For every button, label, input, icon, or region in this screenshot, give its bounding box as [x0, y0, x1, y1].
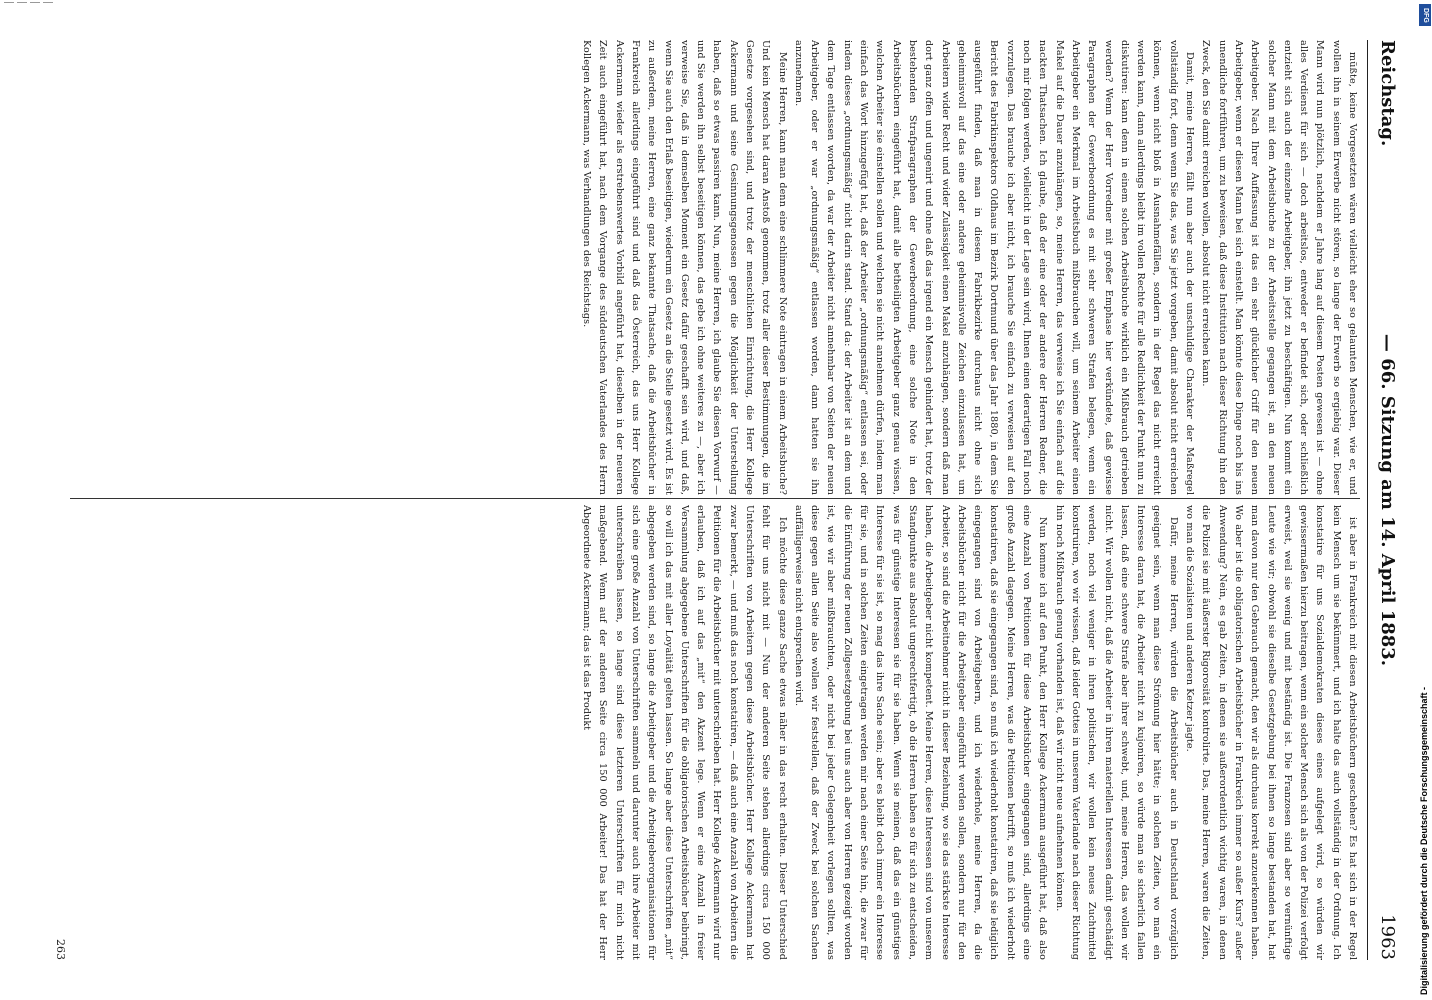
- text-column-left: [70, 40, 1360, 495]
- funding-note: Digitalisierung gefördert durch die Deutsche Forschungsgemeinschaft -: [1419, 686, 1429, 995]
- paragraph: ist aber in Frankreich mit diesen Arbeitsbüchern geschehen? Es hat sich in der Regel kein Mensch um sie bekümmert, und ich halte das auch vollständig in der Ordnung. Ich konstatire für uns Sozialdemokraten dieses eines aufgelegt wird, so würden wir gewissermaßen hierzu beitragen, wenn ein solcher Mensch sich als von der Polizei verfolgt erweist, weil sie wenig und mit beständig ist. Die Franzosen sind aber so vernünftige Leute wie wir; obwohl sie dieselbe Gesetzgebung bei ihnen so lange bestanden hat, hat man davon nur den Gebrauch gemacht, den wir als durchaus korrekt anzuerkennen haben. Wo aber ist die obligatorischen Arbeitsbücher in Frankreich immer so außer Kurs? außer Anwendung? Nein, es gab Zeiten, in denen sie außerordentlich wichtig waren, in denen die Polizei sie mit äußerster Rigorosität kontrolirte. Das, meine Herren, waren die Zeiten, wo man die Sozialisten und anderen Ketzer jagte.: [1184, 505, 1358, 960]
- paragraph: Ich möchte diese ganze Sache etwas näher in das recht erhalten. Dieser Unterschied fehlt für uns nicht mit — Nun der anderen Seite stehen allerdings circa 150 000 Unterschriften von Arbeitern gegen diese Arbeitsbücher. Herr Kollege Ackermann hat zwar bemerkt, — und muß das noch konstatiren, — daß auch eine Anzahl von Arbeitern die Petitionen für die Arbeitsbücher mit unterschrieben hat. Herr Kollege Ackermann wird nur erlauben, daß ich auf das „mit“ den Akzent lege. Wenn er eine Anzahl in freier Versammlung abgegebene Unterschriften für die obligatorischen Arbeitsbücher beibringt, so will ich das mit aller Loyalität gelten lassen. So lange aber diese Unterschriften „mit“ abgegeben werden sind, so lange die Arbeitgeber und die Arbeitgeberorganisationen für sich eine große Anzahl von Unterschriften sammeln und darunter auch ihre Arbeiter mit unterschreiben lassen, so lange sind diese letzteren Unterschriften für mich nicht maßgebend. Wenn auf der anderen Seite circa 150 000 Arbeiter! Das hat der Herr Abgeordnete Ackermann; das ist das Produkt: [581, 505, 788, 960]
- header-center: — 66. Sitzung am 14. April 1883.: [1377, 333, 1398, 667]
- paragraph: Meine Herren, kann man denn eine schlimmere Note eintragen in einem Arbeitsbuche? Und kein Mensch hat daran Anstoß genommen, trotz aller dieser Bestimmungen, die im Gesetze vorgesehen sind, und trotz der menschlichen Einrichtung, die Herr Kollege Ackermann und seine Gesinnungsgenossen gegen die Möglichkeit der Unterstellung haben, daß so etwas passiren kann. Nun, meine Herren, ich glaube Sie diesen Vorwurf — und Sie werden ihn selbst beseitigen können, das gebe ich ohne weiteres zu —, aber ich verweise Sie, daß in demselben Moment ein Gesetz dafür geschafft sein wird, und daß, wenn Sie auch den Erlaß beseitigen, wiederum ein Gesetz an die Stelle gesetzt wird. Es ist zu außerdem, meine Herren, eine ganz bekannte Thatsache, daß die Arbeitsbücher in Frankreich allerdings eingeführt sind und daß das Österreich, das uns Herr Kollege Ackermann wieder als erstrebenswertes Vorbild angeführt hat, dieselben in der neueren Zeit auch eingeführt hat, nach dem Vorgange des süddeutschen Vaterlandes des Herrn Kollegen Ackermann, was Verhandlungen des Reichstags.: [581, 40, 788, 495]
- paragraph: müßte, keine Vorgesetzten wären vielleicht eher so gelaunten Menschen, wie er, und wollen ihn in seinem Erwerbe nicht stören, so lange der Erwerb so ergiebig war. Dieser Mann wird nun plötzlich, nachdem er Jahre lang auf diesem Posten gewesen ist — ohne alles Verdienst für sich — doch arbeitslos, entweder er befindet sich, oder schließlich entzieht sich auch der einzelne Arbeitgeber, ihn jetzt zu beschäftigen. Nun kommt ein solcher Mann mit dem Arbeitsbuche zu der Arbeitsstelle gegangen ist, an den neuen Arbeitgeber. Nach Ihrer Auffassung ist das ein sehr glücklicher Griff für den neuen Arbeitgeber, wenn er diesen Mann bei sich einstellt. Man könnte diese Dinge noch bis ins unendliche fortführen, um zu beweisen, daß diese Institution nach dieser Richtung hin den Zweck, den Sie damit erreichen wollen, absolut nicht erreichen kann.: [1200, 40, 1358, 495]
- digitization-sidebar: [1418, 0, 1432, 1000]
- header-left: Reichstag.: [1377, 40, 1398, 147]
- text-column-right: [70, 505, 1360, 960]
- header-rule: [1367, 40, 1368, 960]
- paragraph: Damit, meine Herren, fällt nun aber auch der unschuldige Charakter der Maßregel vollständig fort, denn wenn Sie das, was Sie jetzt vorgeben, damit absolut nicht erreichen können, wenn nicht bloß in Ausnahmefällen, sondern in der Regel das nicht erreicht werden kann, dann allerdings bleibt im vollen Rechte für alle Redlichkeit der Punkt nun zu diskutiren: kann denn in einem solchen Arbeitsbuche wirklich ein Mißbrauch getrieben werden? Wenn der Herr Vorredner mit großer Emphase hier verkündete, daß gewisse Paragraphen der Gewerbeordnung es mit sehr schweren Strafen belegen, wenn ein Arbeitgeber ein Merkmal im Arbeitsbuch mißbrauchen will, um seinem Arbeiter einen Makel auf die Dauer anzuhängen, so, meine Herren, das verweise ich Sie einfach auf die nackten Thatsachen. Ich glaube, daß der eine oder der andere der Herren Redner, die noch mir folgen werden, vielleicht in der Lage sein wird, Ihnen einen derartigen Fall noch vorzulegen. Das brauche ich aber nicht, ich brauche Sie einfach zu verweisen auf den Bericht des Fabrikinspektors Oldhaus im Bezirk Dortmund über das Jahr 1880, in dem Sie ausgeführt finden, daß man in diesem Fabrikbezirke durchaus nicht ohne sich geheimnisvoll auf das eine oder andere geheimnisvolle Zeichen einzulassen hat, um Arbeitern wider Recht und wider Zulässigkeit einen Makel anzuhängen, sondern daß man dort ganz offen und ungenirt und ohne daß das irgend ein Mensch gehindert hat, trotz der bestehenden Strafparagraphen der Gewerbeordnung, eine solche Note in den Arbeitsbüchern eingeführt hat, damit alle betheiligten Arbeitgeber ganz genau wissen, welchen Arbeiter sie einstellen sollen und welchen sie nicht annehmen dürfen, indem man einfach das Wort hinzugefügt hat, daß der Arbeiter „ordnungsmäßig“ entlassen sei, oder indem dieses „ordnungsmäßig“ nicht darin stand. Stand da: der Arbeiter ist an dem und dem Tage entlassen worden, da war der Arbeiter nicht annehmbar von Seiten der neuen Arbeitgeber, oder er war „ordnungsmäßig“ entlassen worden, dann hatten sie ihn anzunehmen.: [792, 40, 1196, 495]
- column-divider: [70, 498, 1360, 499]
- paragraph: Dafür, meine Herren, würden die Arbeitsbücher auch in Deutschland vorzüglich geeignet sein, wenn man diese Strömung hier hätte; in solchen Zeiten, wo man ein Interesse daran hat, die Arbeiter nicht zu kujoniren, so würde man sie sicherlich fallen lassen, daß eine schwere Strafe aber ihrer schwebt, und, meine Herren, das wollen wir nicht. Wir wollen nicht, daß die Arbeiter in ihren materiellen Interessen damit geschädigt werden, noch viel weniger in ihren politischen, wir wollen kein neues Zuchtmittel konstruiren, wo wir wissen, daß leider Gottes in unserem Vaterlande nach dieser Richtung hin noch Mißbrauch genug vorhanden ist, daß wir nicht neue aufnehmen können.: [1053, 505, 1179, 960]
- page-id: 263: [54, 939, 67, 960]
- dfg-logo: DFG: [1419, 4, 1431, 26]
- page-number: 1963: [1377, 914, 1398, 960]
- paragraph: Nun komme ich auf den Punkt, den Herr Kollege Ackermann ausgeführt hat, daß also eine Anzahl von Petitionen für diese Arbeitsbücher eingegangen sind, allerdings eine große Anzahl dagegen. Meine Herren, was die Petitionen betrifft, so muß ich wiederholt konstatiren, daß sie eingegangen sind, so muß ich wiederholt konstatiren, daß sie lediglich eingegangen sind von Arbeitgebern, und ich wiederhole, meine Herren, da die Arbeitsbücher nicht für die Arbeitgeber eingeführt werden sollen, sondern nur für den Arbeiter, so sind die Arbeitnehmer nicht in dieser Beziehung, wo sie das stärkste Interesse haben, die Arbeitgeber nicht kompetent. Meine Herren, diese Interessen sind von unserem Standpunkte aus absolut ungerechtfertigt, ob die Herren haben so für sich zu entscheiden, was für günstige Interessen sie für sie haben. Wenn sie meinen, daß das ein günstiges Interesse für sie ist, so mag das ihre Sache sein; aber es bleibt doch immer ein Interesse für sie, und in solchen Zeiten eingetragen werden mir nach einer Seite hin, die zwar für die Einführung der neuen Zollgesetzgebung bei uns auch aber von Herren gezeigt worden ist, wie wir aber mißbrauchten, oder nicht bei jeder Gelegenheit vorlegen sollten, was diese gegen allen Seite also wollen wir feststellen, daß der Zweck bei solchen Sachen auffälligerweise nicht entsprechen wird.: [792, 505, 1049, 960]
- page-header: [1368, 40, 1398, 960]
